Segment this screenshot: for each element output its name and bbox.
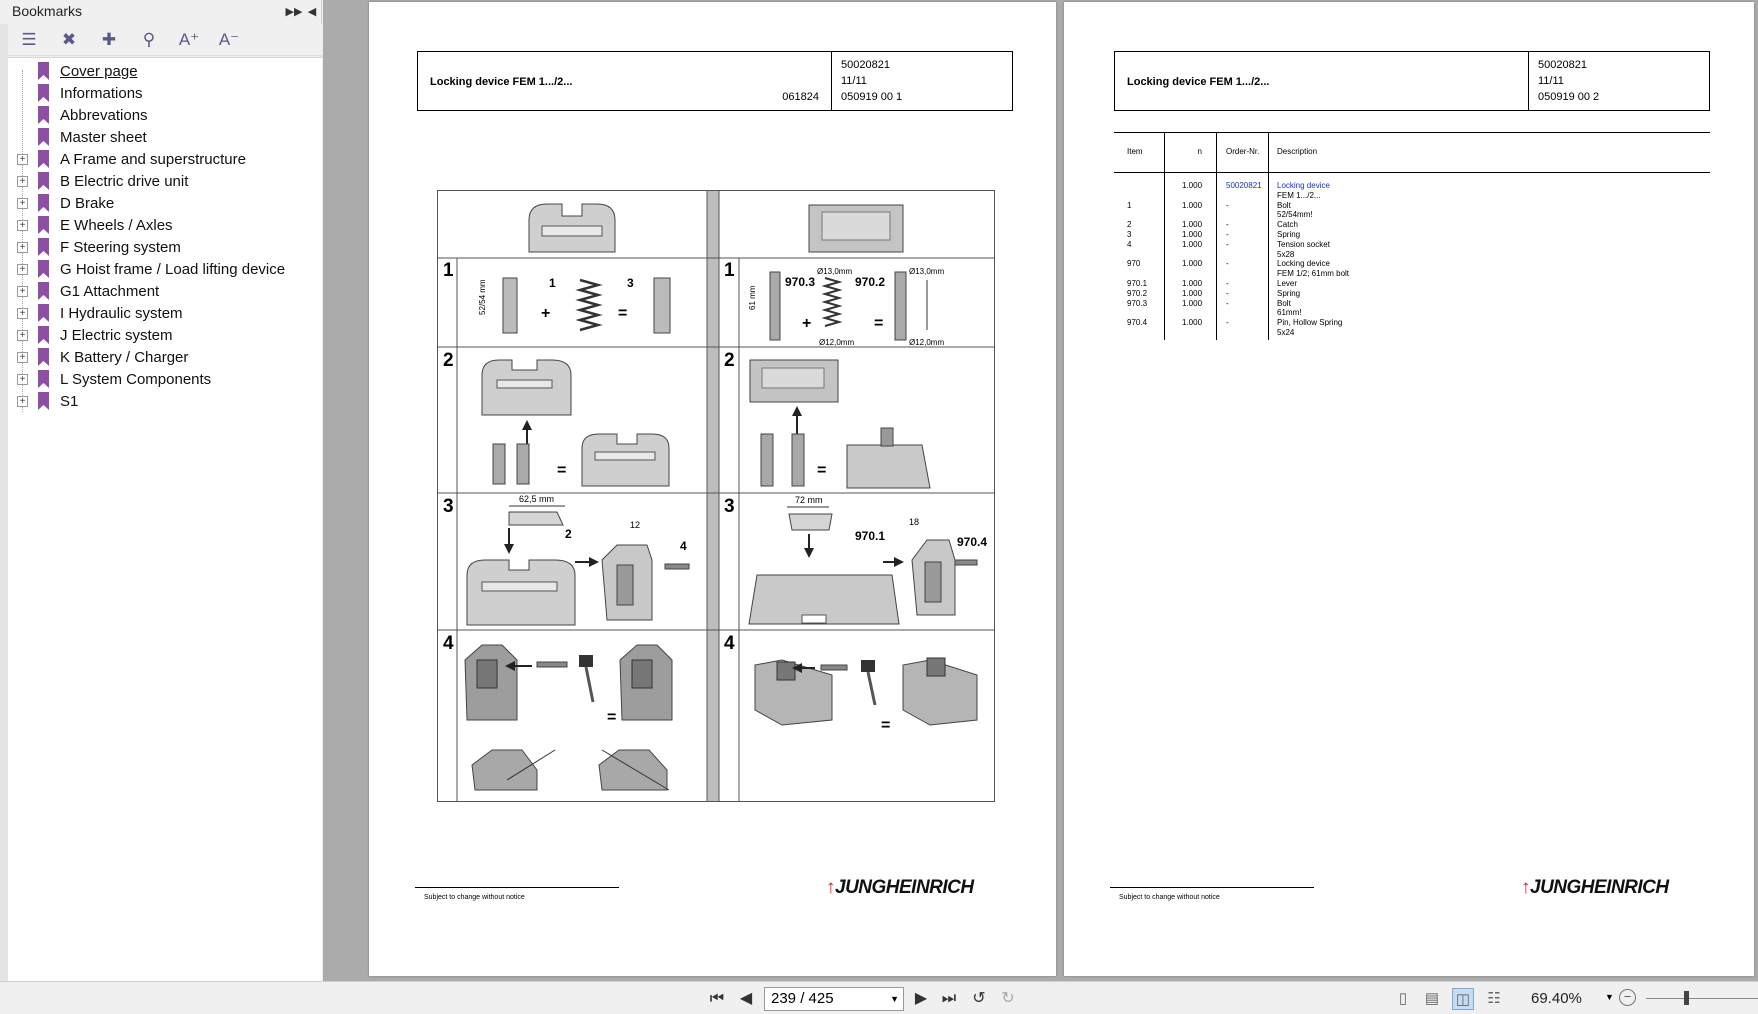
callout: 970.3: [785, 275, 816, 289]
page-number-input[interactable]: 239 / 425 ▼: [764, 987, 904, 1011]
expand-icon[interactable]: +: [17, 396, 28, 407]
col-item: Item: [1127, 147, 1143, 156]
order-cell: -: [1226, 239, 1229, 249]
description-cell: FEM 1/2; 61mm bolt: [1277, 269, 1350, 279]
assembly-figure: [437, 190, 995, 802]
increase-font-icon[interactable]: A⁺: [178, 29, 200, 49]
bookmark-icon: [38, 370, 49, 388]
sheet-number: 050919 00 1: [841, 91, 903, 103]
zoom-slider-track[interactable]: [1646, 998, 1758, 999]
continuous-facing-view-button[interactable]: ☷: [1487, 990, 1501, 1007]
expand-icon[interactable]: +: [17, 176, 28, 187]
zoom-out-button[interactable]: −: [1619, 989, 1636, 1006]
expand-icon[interactable]: +: [17, 242, 28, 253]
description-cell: Catch: [1277, 220, 1298, 230]
add-bookmark-icon[interactable]: ✚: [101, 29, 117, 49]
description-cell[interactable]: Locking device: [1277, 181, 1330, 190]
quantity-cell: 1.000: [1182, 278, 1203, 288]
description-cell: Spring: [1277, 288, 1301, 298]
part-number: 50020821: [1538, 59, 1587, 71]
svg-text:+: +: [541, 305, 551, 322]
quantity-cell: 1.000: [1182, 220, 1203, 230]
bookmark-icon: [38, 392, 49, 410]
page-239: [369, 2, 1056, 976]
callout: 3: [627, 276, 634, 290]
callout: Ø12,0mm: [819, 338, 855, 347]
callout: 4: [680, 539, 687, 553]
footer-rule: [1110, 887, 1314, 888]
description-cell: Bolt: [1277, 200, 1291, 210]
zoom-slider-handle[interactable]: [1684, 991, 1689, 1005]
callout: 61 mm: [748, 285, 757, 310]
revision: 11/11: [1538, 75, 1564, 87]
description-cell: 61mm!: [1277, 308, 1302, 318]
quantity-cell: 1.000: [1182, 181, 1203, 190]
order-cell: -: [1226, 229, 1229, 239]
parts-table-body: [1114, 173, 1710, 338]
order-cell: -: [1226, 298, 1229, 308]
bookmarks-title: Bookmarks: [12, 3, 83, 19]
callout: 12: [630, 520, 641, 530]
quantity-cell: 1.000: [1182, 298, 1203, 308]
drawing-number: 061824: [782, 91, 819, 103]
bookmark-label: Master sheet: [60, 128, 147, 146]
step-number: 4: [443, 633, 454, 654]
bookmark-icon: [38, 216, 49, 234]
col-description: Description: [1277, 147, 1318, 156]
description-cell: Locking device: [1277, 259, 1330, 269]
facing-view-button[interactable]: ◫: [1452, 988, 1474, 1010]
part-number: 50020821: [841, 59, 890, 71]
expand-icon[interactable]: +: [17, 374, 28, 385]
description-cell: Pin, Hollow Spring: [1277, 318, 1343, 328]
quantity-cell: 1.000: [1182, 259, 1203, 269]
svg-text:=: =: [607, 709, 617, 726]
bookmark-options-icon[interactable]: ☰: [21, 29, 37, 49]
description-cell: Spring: [1277, 229, 1301, 239]
table-row: [1114, 299, 1710, 319]
step-number: 1: [724, 260, 735, 281]
quantity-cell: 1.000: [1182, 239, 1203, 249]
quantity-cell: 1.000: [1182, 200, 1203, 210]
callout: 18: [909, 517, 920, 527]
decrease-font-icon[interactable]: A⁻: [218, 29, 240, 49]
page-header-box: [1114, 51, 1710, 111]
svg-text:+: +: [802, 315, 812, 332]
bookmark-icon: [38, 172, 49, 190]
order-cell[interactable]: 50020821: [1226, 181, 1262, 190]
bookmark-label: F Steering system: [60, 238, 181, 256]
description-cell: 5x24: [1277, 327, 1295, 337]
expand-icon[interactable]: +: [17, 286, 28, 297]
table-row: [1114, 289, 1710, 299]
side-tab-strip: [0, 24, 8, 981]
bookmark-label: G Hoist frame / Load lifting device: [60, 260, 286, 278]
page-title: Locking device FEM 1.../2...: [430, 76, 573, 88]
bookmark-icon: [38, 326, 49, 344]
bookmark-icon: [38, 106, 49, 124]
expand-icon[interactable]: +: [17, 308, 28, 319]
collapse-panel-icon[interactable]: ◀: [307, 5, 317, 18]
item-cell: 4: [1127, 239, 1132, 249]
item-cell: 1: [1127, 200, 1132, 210]
callout: 970.2: [855, 275, 886, 289]
expand-icon[interactable]: +: [17, 330, 28, 341]
bookmark-label: L System Components: [60, 370, 212, 388]
svg-text:=: =: [817, 462, 827, 479]
step-number: 2: [724, 350, 735, 371]
last-page-button[interactable]: ⏭: [941, 990, 957, 1007]
col-order-nr: Order-Nr.: [1226, 147, 1260, 156]
bookmarks-panel: [0, 0, 322, 981]
item-cell: 970.2: [1127, 288, 1148, 298]
sheet-number: 050919 00 2: [1538, 91, 1600, 103]
step-number: 2: [443, 350, 454, 371]
callout: 970.1: [855, 529, 886, 543]
bookmark-icon: [38, 304, 49, 322]
item-cell: 970: [1127, 259, 1141, 269]
callout: Ø12,0mm: [909, 338, 945, 347]
bookmark-label: I Hydraulic system: [60, 304, 183, 322]
callout: 1: [549, 276, 556, 290]
table-row: [1114, 259, 1710, 279]
callout: Ø13,0mm: [817, 267, 853, 276]
bookmark-icon: [38, 194, 49, 212]
table-row: [1114, 318, 1710, 338]
previous-page-button[interactable]: ◀: [739, 990, 753, 1007]
footer-text: Subject to change without notice: [424, 894, 525, 901]
single-page-view-button[interactable]: ▯: [1398, 990, 1408, 1007]
item-cell: 970.1: [1127, 278, 1148, 288]
svg-text:=: =: [874, 315, 884, 332]
bookmark-label: Cover page: [60, 62, 138, 80]
table-row: [1114, 230, 1710, 240]
bookmark-label: B Electric drive unit: [60, 172, 189, 190]
bookmark-icon: [38, 62, 49, 80]
bookmark-label: K Battery / Charger: [60, 348, 189, 366]
description-cell: 52/54mm!: [1277, 210, 1313, 220]
table-row: [1114, 279, 1710, 289]
bookmark-icon: [38, 282, 49, 300]
svg-text:=: =: [618, 305, 628, 322]
bookmark-tree: [8, 57, 322, 981]
callout: 62,5 mm: [519, 494, 555, 504]
jungheinrich-logo: ↑JUNGHEINRICH: [1521, 877, 1669, 898]
item-cell: 2: [1127, 220, 1132, 230]
expand-icon[interactable]: +: [17, 352, 28, 363]
step-number: 3: [724, 496, 735, 517]
order-cell: -: [1226, 220, 1229, 230]
callout: 970.4: [957, 535, 988, 549]
navigation-bar: [0, 981, 1758, 1014]
quantity-cell: 1.000: [1182, 229, 1203, 239]
document-view[interactable]: [323, 0, 1758, 981]
svg-text:=: =: [881, 717, 891, 734]
table-row: [1114, 240, 1710, 260]
expand-icon[interactable]: +: [17, 198, 28, 209]
item-cell: 3: [1127, 229, 1132, 239]
revision: 11/11: [841, 75, 867, 87]
table-row: [1114, 181, 1710, 201]
zoom-level[interactable]: 69.40%: [1531, 990, 1582, 1007]
svg-text:=: =: [557, 462, 567, 479]
quantity-cell: 1.000: [1182, 288, 1203, 298]
footer-text: Subject to change without notice: [1119, 894, 1220, 901]
continuous-view-button[interactable]: ▤: [1424, 990, 1440, 1007]
bookmark-label: Informations: [60, 84, 143, 102]
bookmarks-toolbar: [8, 24, 322, 56]
description-cell: 5x28: [1277, 249, 1295, 259]
table-row: [1114, 201, 1710, 221]
order-cell: -: [1226, 318, 1229, 328]
previous-view-button[interactable]: ↺: [972, 990, 986, 1007]
page-title: Locking device FEM 1.../2...: [1127, 76, 1270, 88]
bookmark-icon: [38, 260, 49, 278]
col-n: n: [1197, 147, 1202, 156]
item-cell: 970.4: [1127, 318, 1148, 328]
table-row: [1114, 220, 1710, 230]
page-header-box: [417, 51, 1013, 111]
next-view-button[interactable]: ↻: [1001, 990, 1015, 1007]
quantity-cell: 1.000: [1182, 318, 1203, 328]
step-number: 3: [443, 496, 454, 517]
bookmark-label: D Brake: [60, 194, 115, 212]
bookmark-icon: [38, 84, 49, 102]
callout: 2: [565, 527, 572, 541]
bookmark-label: A Frame and superstructure: [60, 150, 246, 168]
step-number: 4: [724, 633, 735, 654]
step-number: 1: [443, 260, 454, 281]
find-bookmark-icon[interactable]: ⚲: [142, 29, 156, 49]
bookmarks-header: [0, 0, 321, 22]
bookmark-label: G1 Attachment: [60, 282, 160, 300]
order-cell: -: [1226, 200, 1229, 210]
parts-table: [1114, 132, 1710, 338]
first-page-button[interactable]: ⏮: [709, 990, 725, 1007]
item-cell: 970.3: [1127, 298, 1148, 308]
callout: Ø13,0mm: [909, 267, 945, 276]
description-cell: Lever: [1277, 278, 1298, 288]
callout: 72 mm: [795, 495, 823, 505]
bookmark-label: J Electric system: [60, 326, 173, 344]
bookmark-icon: [38, 348, 49, 366]
zoom-dropdown-icon[interactable]: ▼: [1605, 992, 1614, 1002]
bookmark-icon: [38, 128, 49, 146]
bookmark-icon: [38, 150, 49, 168]
expand-icon[interactable]: +: [17, 154, 28, 165]
bookmark-label: E Wheels / Axles: [60, 216, 173, 234]
footer-rule: [415, 887, 619, 888]
order-cell: -: [1226, 259, 1229, 269]
expand-icon[interactable]: +: [17, 264, 28, 275]
page-240: [1064, 2, 1754, 976]
callout: 52/54 mm: [478, 279, 487, 315]
parts-table-header: [1114, 133, 1710, 173]
bookmark-icon: [38, 238, 49, 256]
bookmark-label: Abbrevations: [60, 106, 148, 124]
expand-panel-icon[interactable]: ▶▶: [285, 5, 303, 18]
delete-bookmark-icon[interactable]: ✖: [61, 29, 77, 49]
chevron-down-icon[interactable]: ▼: [890, 994, 899, 1004]
next-page-button[interactable]: ▶: [914, 990, 928, 1007]
description-cell: Tension socket: [1277, 239, 1330, 249]
description-cell: FEM 1.../2...: [1277, 190, 1321, 200]
order-cell: -: [1226, 288, 1229, 298]
description-cell: Bolt: [1277, 298, 1291, 308]
jungheinrich-logo: ↑JUNGHEINRICH: [826, 877, 974, 898]
order-cell: -: [1226, 278, 1229, 288]
bookmark-label: S1: [60, 392, 79, 410]
expand-icon[interactable]: +: [17, 220, 28, 231]
